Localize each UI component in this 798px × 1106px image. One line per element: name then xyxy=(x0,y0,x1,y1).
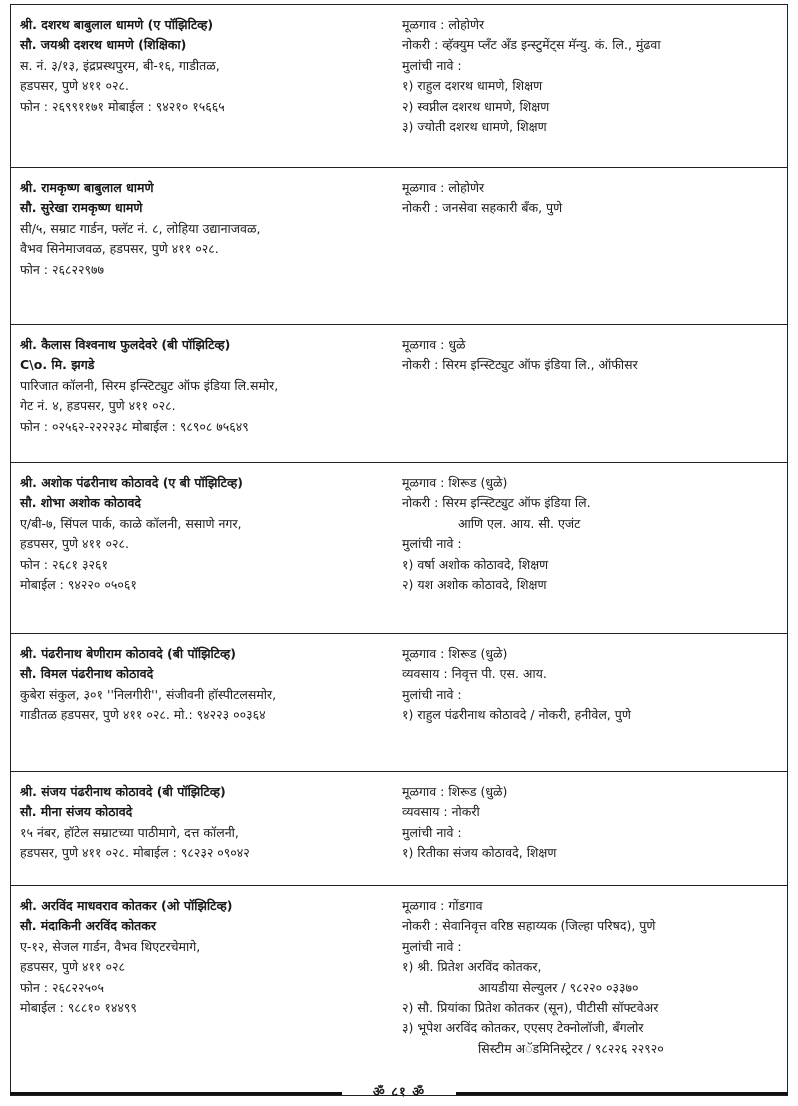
entry-details-column xyxy=(402,634,787,771)
address-line: हडपसर, पुणे ४११ ०२८ xyxy=(20,959,126,975)
directory-entry xyxy=(11,5,787,168)
address-line: सी/५, सम्राट गार्डन, फ्लॅट नं. ८, लोहिया उद्यानाजवळ, xyxy=(20,220,261,236)
address-line: ए-१२, सेजल गार्डन, वैभव थिएटरचेमागे, xyxy=(20,938,201,954)
directory-entry xyxy=(11,886,787,1095)
detail-line: १) वर्षा अशोक कोठावदे, शिक्षण xyxy=(402,556,549,572)
detail-line: १) राहुल दशरथ धामणे, शिक्षण xyxy=(402,78,543,94)
detail-line: नोकरी : व्हॅक्युम प्लँट अँड इन्स्टुमेंट्स मॅन्यु. कं. लि., मुंढवा xyxy=(402,37,661,53)
entry-contact-column xyxy=(11,463,402,633)
entry-details-column xyxy=(402,168,787,324)
directory-entry xyxy=(11,772,787,886)
detail-line: मूळगाव : धुळे xyxy=(402,337,466,352)
detail-line: नोकरी : सिरम इन्स्टिट्युट ऑफ इंडिया लि. xyxy=(402,495,591,511)
member-name: श्री. अरविंद माधवराव कोतकर (ओ पॉझिटिव्ह) xyxy=(20,898,233,913)
detail-line: मूळगाव : शिरूड (धुळे) xyxy=(402,475,508,490)
detail-line: २) सौ. प्रियांका प्रितेश कोतकर (सून), पीटीसी सॉफ्टवेअर xyxy=(402,1000,659,1016)
member-name: श्री. कैलास विश्वनाथ फुलदेवरे (बी पॉझिटिव्ह) xyxy=(20,337,231,352)
entry-details-column xyxy=(402,463,787,633)
detail-line: सिस्टीम अॅडमिनिस्ट्रेटर / ९८२२६ २२९२० xyxy=(478,1040,664,1056)
detail-line: आणि एल. आय. सी. एजंट xyxy=(458,515,581,531)
address-line: मोबाईल : ९४२२० ०५०६१ xyxy=(20,577,137,593)
member-name: सौ. सुरेखा रामकृष्ण धामणे xyxy=(20,200,143,216)
member-name: C\o. मि. झगडे xyxy=(20,357,95,373)
address-line: ए/बी-७, सिंपल पार्क, काळे कॉलनी, ससाणे नगर, xyxy=(20,515,242,531)
member-name: श्री. दशरथ बाबुलाल धामणे (ए पॉझिटिव्ह) xyxy=(20,17,214,32)
page-footer xyxy=(10,1084,788,1102)
directory-entry xyxy=(11,325,787,463)
address-line: १५ नंबर, हॉटेल सम्राटच्या पाठीमागे, दत्त कॉलनी, xyxy=(20,824,239,840)
entry-contact-column xyxy=(11,325,402,462)
detail-line: आयडीया सेल्युलर / ९८२२० ०३३७० xyxy=(478,979,639,995)
detail-line: मुलांची नावे : xyxy=(402,536,462,552)
entry-details-column xyxy=(402,325,787,462)
entry-contact-column xyxy=(11,5,402,167)
member-name: सौ. मंदाकिनी अरविंद कोतकर xyxy=(20,918,157,934)
address-line: फोन : २६८१ ३२६१ xyxy=(20,556,108,572)
address-line: हडपसर, पुणे ४११ ०२८. मोबाईल : ९८२३२ ०९०४२ xyxy=(20,845,250,861)
detail-line: मुलांची नावे : xyxy=(402,824,462,840)
entry-contact-column xyxy=(11,772,402,885)
directory-listing xyxy=(10,4,788,1096)
address-line: स. नं. ३/१३, इंद्रप्रस्थपुरम, बी-१६, गाडीतळ, xyxy=(20,57,220,73)
detail-line: १) राहुल पंढरीनाथ कोठावदे / नोकरी, हनीवेल, पुणे xyxy=(402,707,631,723)
detail-line: मुलांची नावे : xyxy=(402,938,462,954)
detail-line: नोकरी : सिरम इन्स्टिट्युट ऑफ इंडिया लि., ऑफीसर xyxy=(402,357,638,373)
detail-line: २) स्वप्नील दशरथ धामणे, शिक्षण xyxy=(402,98,550,114)
detail-line: नोकरी : जनसेवा सहकारी बँक, पुणे xyxy=(402,200,563,216)
detail-line: मूळगाव : लोहोणेर xyxy=(402,17,485,32)
member-name: सौ. मीना संजय कोठावदे xyxy=(20,804,133,820)
address-line: फोन : ०२५६२-२२२२३८ मोबाईल : ९८९०८ ७५६४९ xyxy=(20,418,249,434)
detail-line: ३) भूपेश अरविंद कोतकर, एएसए टेक्नोलॉजी, बँगलोर xyxy=(402,1020,644,1036)
footer-rule-left xyxy=(10,1092,342,1095)
directory-entry xyxy=(11,168,787,325)
address-line: पारिजात कॉलनी, सिरम इन्स्टिट्युट ऑफ इंडिया लि.समोर, xyxy=(20,377,279,393)
address-line: कुबेरा संकुल, ३०१ ''निलगीरी'', संजीवनी हॉस्पीटलसमोर, xyxy=(20,686,277,702)
address-line: गाडीतळ हडपसर, पुणे ४११ ०२८. मो.: ९४२२३ ००३६४ xyxy=(20,707,266,723)
address-line: फोन : २६८२२९७७ xyxy=(20,261,104,277)
detail-line: २) यश अशोक कोठावदे, शिक्षण xyxy=(402,577,547,593)
page-number: ॐ ८१ ॐ xyxy=(372,1085,426,1100)
detail-line: मूळगाव : शिरूड (धुळे) xyxy=(402,646,508,661)
entry-contact-column xyxy=(11,168,402,324)
address-line: वैभव सिनेमाजवळ, हडपसर, पुणे ४११ ०२८. xyxy=(20,241,219,257)
member-name: सौ. शोभा अशोक कोठावदे xyxy=(20,495,142,511)
entry-contact-column xyxy=(11,634,402,771)
detail-line: मुलांची नावे : xyxy=(402,57,462,73)
member-name: श्री. अशोक पंढरीनाथ कोठावदे (ए बी पॉझिटिव्ह) xyxy=(20,475,243,490)
member-name: श्री. पंढरीनाथ बेणीराम कोठावदे (बी पॉझिटिव्ह) xyxy=(20,646,237,661)
detail-line: नोकरी : सेवानिवृत्त वरिष्ठ सहाय्यक (जिल्हा परिषद), पुणे xyxy=(402,918,656,934)
address-line: हडपसर, पुणे ४११ ०२८. xyxy=(20,536,129,552)
address-line: मोबाईल : ९८८१० १४४९९ xyxy=(20,1000,137,1016)
entry-contact-column xyxy=(11,886,402,1095)
member-name: सौ. जयश्री दशरथ धामणे (शिक्षिका) xyxy=(20,37,187,53)
detail-line: व्यवसाय : नोकरी xyxy=(402,804,480,820)
detail-line: मूळगाव : गोंडगाव xyxy=(402,898,483,913)
directory-entry xyxy=(11,634,787,772)
member-name: श्री. संजय पंढरीनाथ कोठावदे (बी पॉझिटिव्ह) xyxy=(20,784,226,799)
detail-line: मूळगाव : लोहोणेर xyxy=(402,180,485,195)
detail-line: मुलांची नावे : xyxy=(402,686,462,702)
member-name: श्री. रामकृष्ण बाबुलाल धामणे xyxy=(20,180,154,195)
detail-line: १) रितीका संजय कोठावदे, शिक्षण xyxy=(402,845,557,861)
address-line: गेट नं. ४, हडपसर, पुणे ४११ ०२८. xyxy=(20,398,176,414)
detail-line: मूळगाव : शिरूड (धुळे) xyxy=(402,784,508,799)
footer-rule-right xyxy=(456,1092,788,1095)
address-line: फोन : २६९९११७१ मोबाईल : ९४२१० १५६६५ xyxy=(20,98,225,114)
entry-details-column xyxy=(402,886,787,1095)
detail-line: १) श्री. प्रितेश अरविंद कोतकर, xyxy=(402,959,542,975)
address-line: हडपसर, पुणे ४११ ०२८. xyxy=(20,78,129,94)
address-line: फोन : २६८२२५०५ xyxy=(20,979,104,995)
detail-line: व्यवसाय : निवृत्त पी. एस. आय. xyxy=(402,666,547,682)
entry-details-column xyxy=(402,5,787,167)
detail-line: ३) ज्योती दशरथ धामणे, शिक्षण xyxy=(402,119,547,135)
member-name: सौ. विमल पंढरीनाथ कोठावदे xyxy=(20,666,154,682)
entry-details-column xyxy=(402,772,787,885)
directory-entry xyxy=(11,463,787,634)
